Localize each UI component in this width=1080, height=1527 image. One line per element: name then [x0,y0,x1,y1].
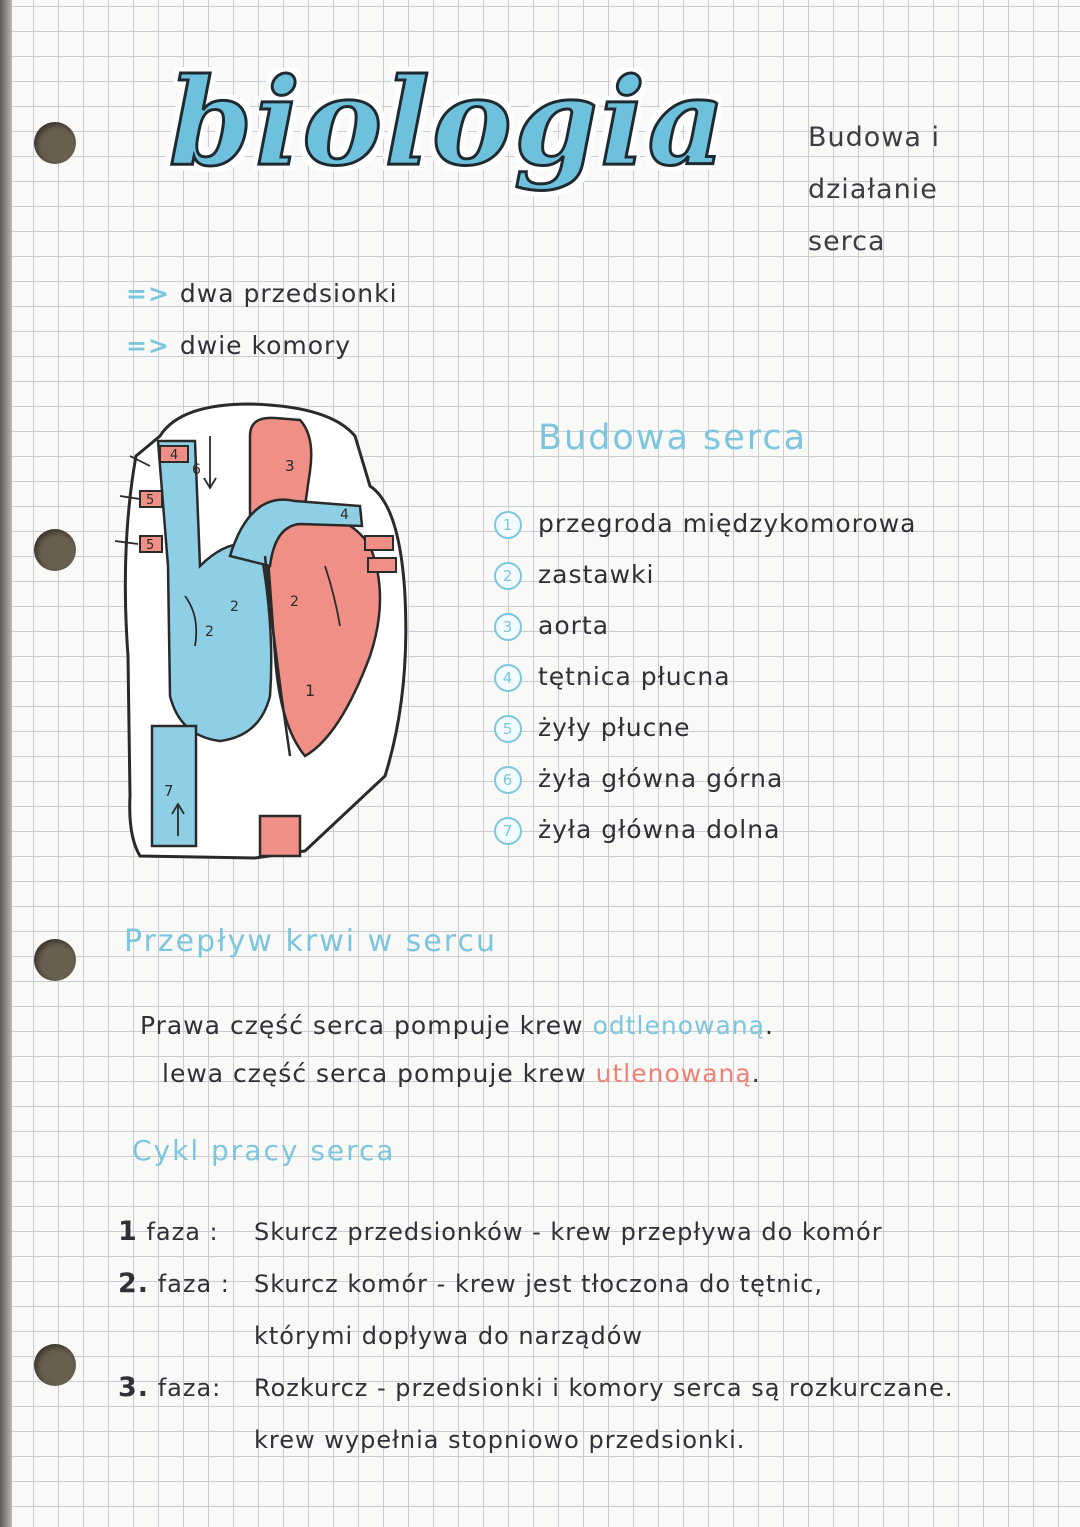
diagram-label: 2 [205,624,214,640]
subtitle [808,112,940,268]
number-badge: 5 [494,715,522,743]
phase-number: 2. [118,1268,150,1299]
parts-list [494,498,916,855]
flow-line [140,1002,774,1050]
phase-text: Skurcz komór - krew jest tłoczona do tętnic, [254,1270,823,1298]
part-name: tętnica płucna [538,662,731,691]
diagram-label: 2 [230,599,239,615]
phase-word: faza [157,1374,213,1402]
bullet-list [126,268,398,372]
phase-label [118,1206,254,1258]
separator: : [209,1218,219,1246]
descending-aorta-shape [260,816,300,856]
list-item [494,600,916,651]
flow-line-text: Prawa część serca pompuje krew [140,1011,584,1040]
pulmonary-vein-shape [368,558,396,572]
oxygenated-label: utlenowaną [595,1059,752,1088]
page-edge [0,0,12,1527]
section-heading: Budowa serca [538,418,808,458]
part-name: żyła główna górna [538,764,784,793]
part-name: aorta [538,611,610,640]
list-item [494,651,916,702]
list-item [494,702,916,753]
double-arrow-icon: => [126,331,170,360]
subtitle-line: serca [808,226,886,257]
phase-text: krew wypełnia stopniowo przedsionki. [254,1426,746,1454]
part-name: przegroda międzykomorowa [538,509,917,538]
bullet-item [126,320,398,372]
period: . [751,1059,761,1088]
double-arrow-icon: => [126,279,170,308]
phase-number: 1 [118,1216,138,1247]
title-lettering [118,52,778,252]
diagram-label: 7 [164,782,174,800]
number-badge: 7 [494,817,522,845]
phase-list [118,1206,1068,1466]
number-badge: 3 [494,613,522,641]
number-badge: 4 [494,664,522,692]
subtitle-line: Budowa i [808,122,941,153]
page-title: biologia [168,52,728,193]
phase-text: Skurcz przedsionków - krew przepływa do komór [254,1218,883,1246]
diagram-label: 5 [146,493,155,508]
phase-word: faza [146,1218,201,1246]
bullet-item [126,268,398,320]
separator: : [212,1374,222,1402]
phase-text: którymi dopływa do narządów [254,1322,644,1350]
heart-diagram [100,396,420,876]
part-name: zastawki [538,560,655,589]
diagram-label: 4 [170,448,179,463]
section-heading: Cykl pracy serca [132,1134,396,1167]
phase-item [118,1206,1068,1258]
diagram-label: 1 [305,681,316,700]
period: . [764,1011,774,1040]
part-name: żyła główna dolna [538,815,781,844]
phase-text: Rozkurcz - przedsionki i komory serca są rozkurczane. [254,1374,954,1402]
binder-hole [34,529,76,571]
diagram-label: 3 [285,457,295,475]
inferior-vena-cava-shape [152,726,196,846]
list-item [494,804,916,855]
binder-hole [34,122,76,164]
pulmonary-vein-shape [365,536,393,550]
diagram-label: 5 [146,538,155,553]
bullet-text: dwa przedsionki [179,279,398,308]
deoxygenated-label: odtlenowaną [592,1011,765,1040]
flow-line-text: lewa część serca pompuje krew [162,1059,587,1088]
phase-label [118,1258,254,1310]
diagram-label: 6 [192,462,201,478]
number-badge: 6 [494,766,522,794]
part-name: żyły płucne [538,713,691,742]
number-badge: 2 [494,562,522,590]
number-badge: 1 [494,511,522,539]
flow-line [140,1050,774,1098]
phase-number: 3. [118,1372,150,1403]
diagram-label: 4 [340,507,349,523]
list-item [494,753,916,804]
diagram-label: 2 [290,594,299,610]
phase-item [118,1362,1068,1466]
list-item [494,549,916,600]
separator: : [220,1270,230,1298]
section-heading: Przepływ krwi w sercu [124,924,497,959]
binder-hole [34,939,76,981]
subtitle-line: działanie [808,174,938,205]
list-item [494,498,916,549]
phase-word: faza [157,1270,213,1298]
bullet-text: dwie komory [179,331,352,360]
binder-hole [34,1344,76,1386]
phase-item [118,1258,1068,1362]
phase-label [118,1362,254,1414]
flow-text [140,1002,774,1098]
